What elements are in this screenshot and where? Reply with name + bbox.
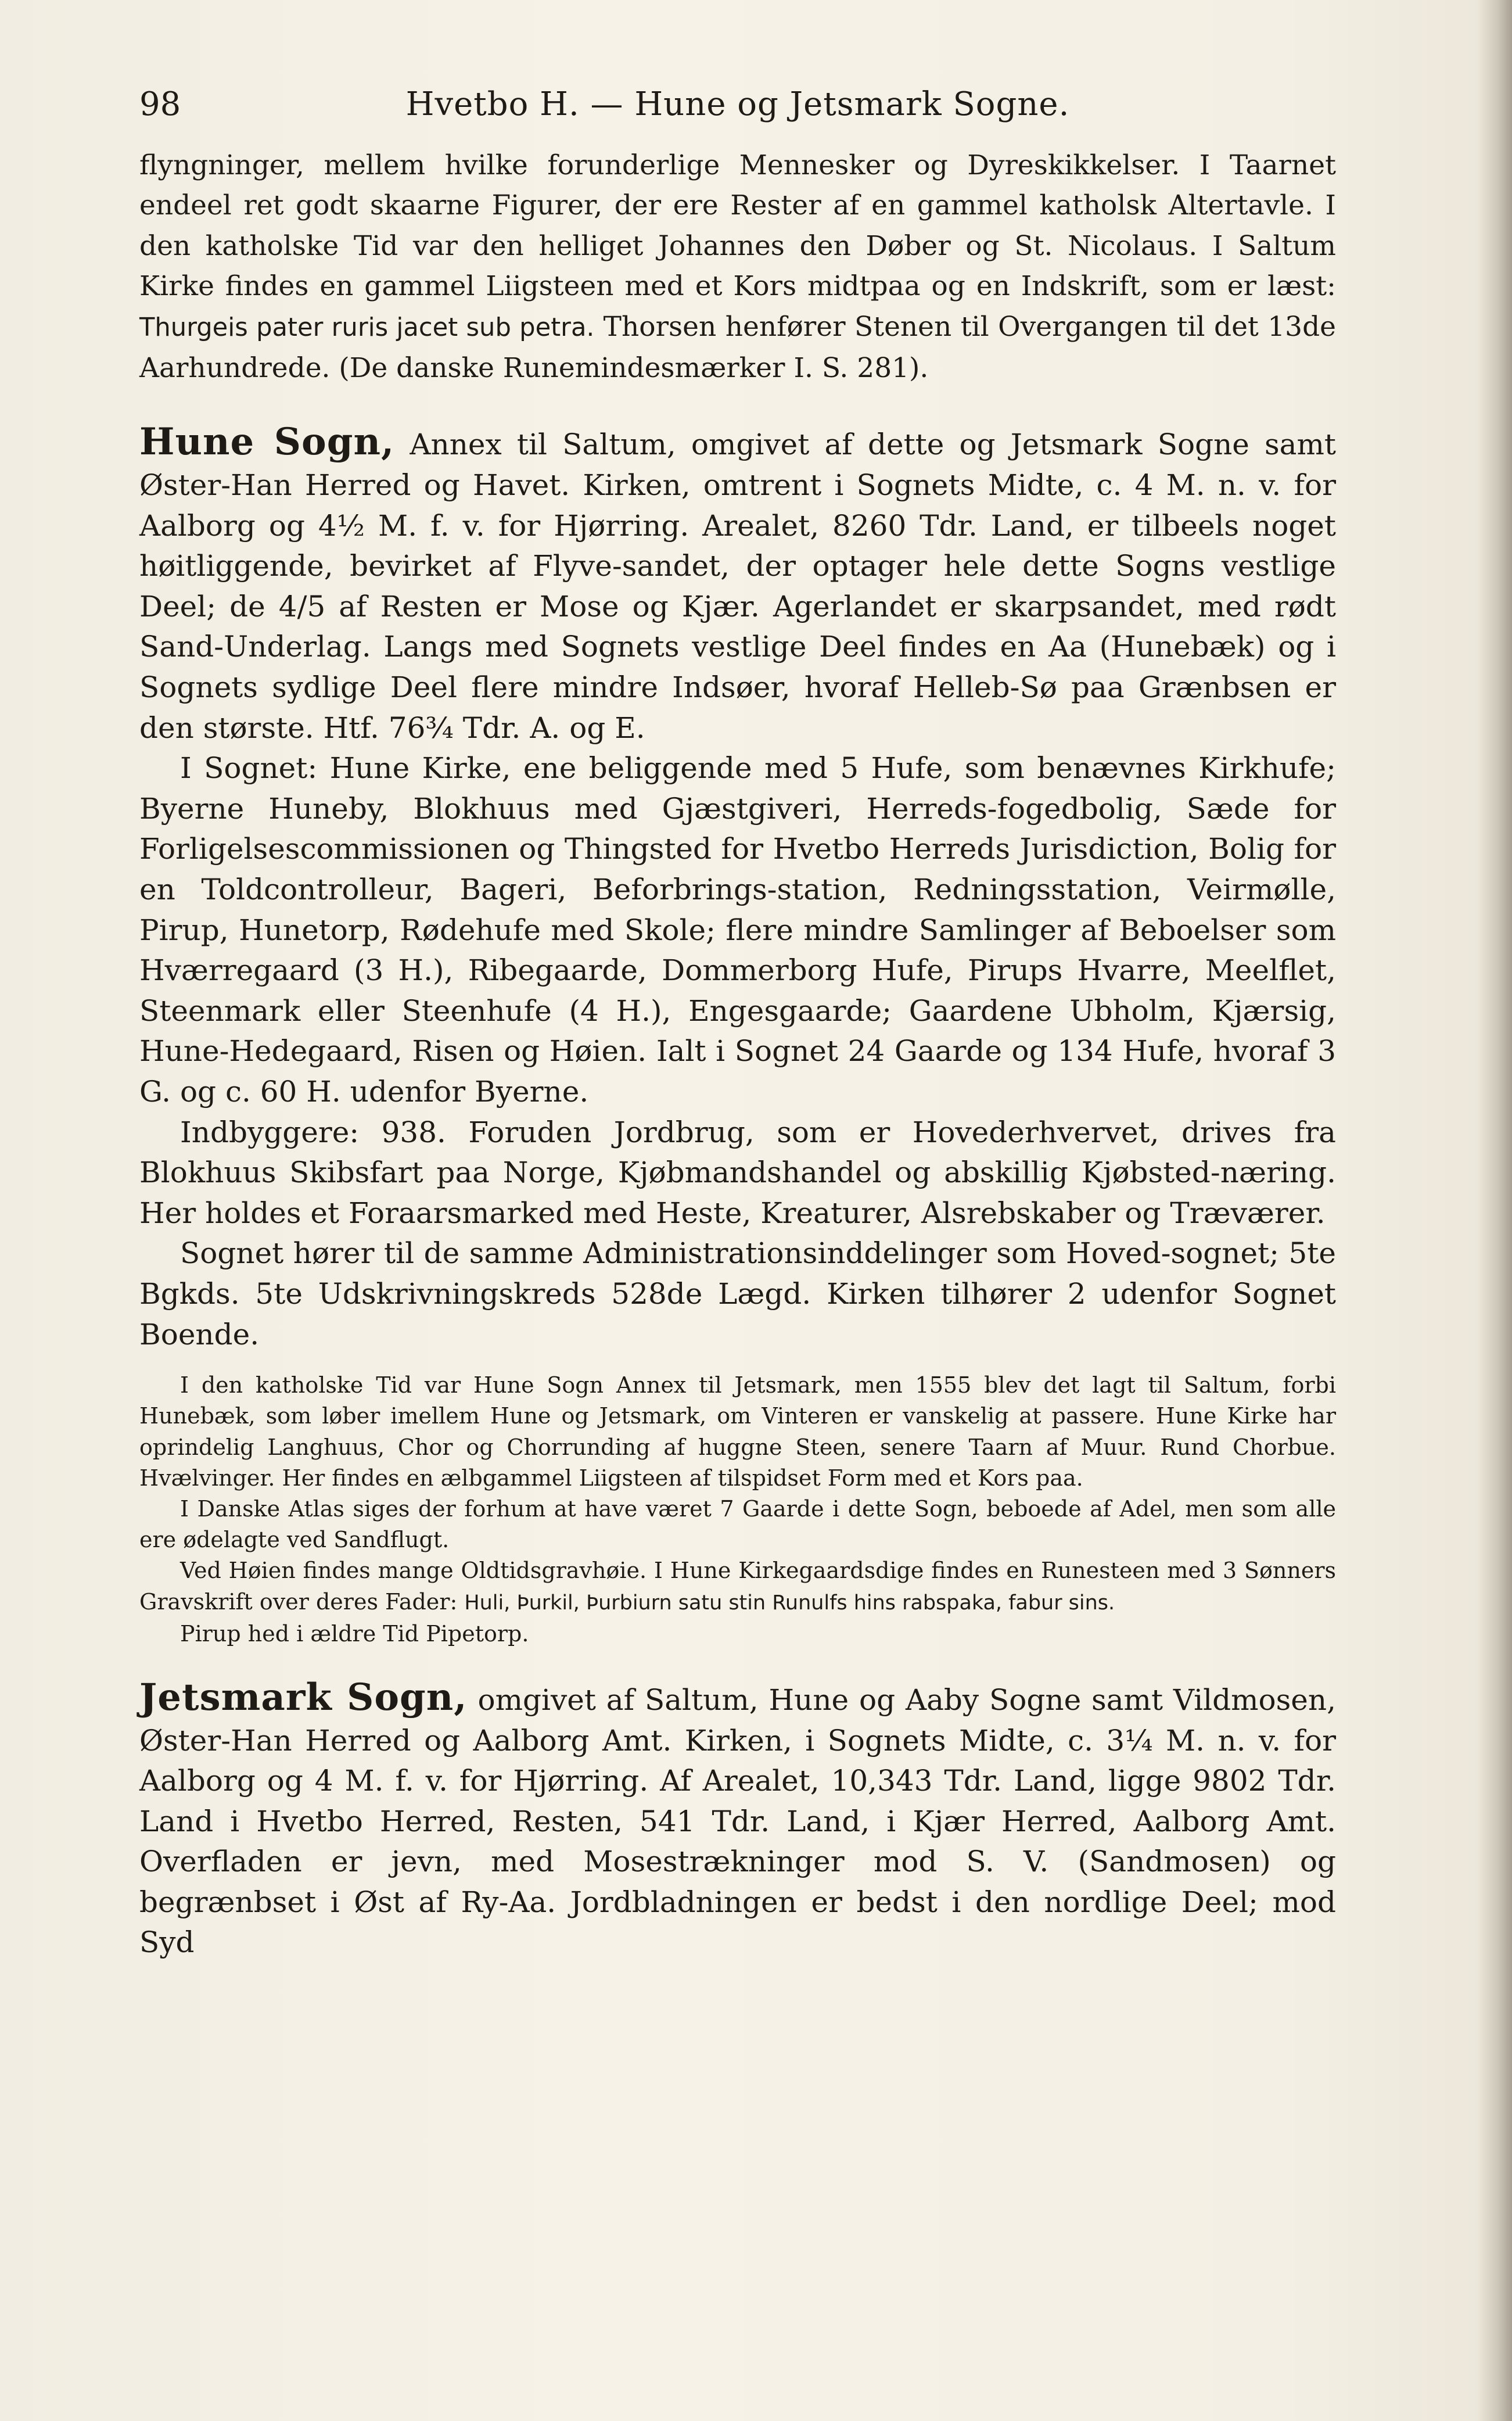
jetsmark-description: omgivet af Saltum, Hune og Aaby Sogne samt Vildmosen, Øster-Han Herred og Aalborg Amt. Kirken, i Sognets Midte, c. 3¼ M. n. v. for Aalborg og 4 M. f. v. for Hjørring. Af Arealet, 10,343 Tdr. Land, ligge 9802 Tdr. Land i Hvetbo Herred, Resten, 541 Tdr. Land, i Kjær Herred, Aalborg Amt. Overfladen er jevn, med Mosestrækninger mod S. V. (Sandmosen) og begrænbset i Øst af Ry-Aa. Jordbladningen er bedst i den nordlige Deel; mod Syd	[139, 1683, 1336, 1960]
hune-settlements-paragraph: I Sognet: Hune Kirke, ene beliggende med 5 Hufe, som benævnes Kirkhufe; Byerne Huneby, Blokhuus med Gjæstgiveri, Herreds-fogedbolig, Sæde for Forligelsescommissionen og Thingsted for Hvetbo Herreds Jurisdiction, Bolig for en Toldcontrolleur, Bageri, Beforbrings-station, Redningsstation, Veirmølle, Pirup, Hunetorp, Rødehufe med Skole; flere mindre Samlinger af Beboelser som Hværregaard (3 H.), Ribegaarde, Dommerborg Hufe, Pirups Hvarre, Meelflet, Steenmark eller Steenhufe (4 H.), Engesgaarde; Gaardene Ubholm, Kjærsig, Hune-Hedegaard, Risen og Høien. Ialt i Sognet 24 Gaarde og 134 Hufe, hvoraf 3 G. og c. 60 H. udenfor Byerne.	[139, 751, 1336, 1109]
hune-population-paragraph: Indbyggere: 938. Foruden Jordbrug, som er Hovederhvervet, drives fra Blokhuus Skibsfart paa Norge, Kjøbmandshandel og abskillig Kjøbsted-næring. Her holdes et Foraarsmarked med Heste, Kreaturer, Alsrebskaber og Træværer.	[139, 1115, 1336, 1230]
hune-administration-paragraph: Sognet hører til de samme Administrationsinddelinger som Hoved-sognet; 5te Bgkds. 5te Udskrivningskreds 528de Lægd. Kirken tilhører 2 udenfor Sognet Boende.	[139, 1236, 1336, 1351]
hune-description: Annex til Saltum, omgivet af dette og Jetsmark Sogne samt Øster-Han Herred og Havet. Kirken, omtrent i Sognets Midte, c. 4 M. n. v. for Aalborg og 4½ M. f. v. for Hjørring. Arealet, 8260 Tdr. Land, er tilbeels noget høitliggende, bevirket af Flyve-sandet, der optager hele dette Sogns vestlige Deel; de 4/5 af Resten er Mose og Kjær. Agerlandet er skarpsandet, med rødt Sand-Underlag. Langs med Sognets vestlige Deel findes en Aa (Hunebæk) og i Sognets sydlige Deel flere mindre Indsøer, hvoraf Helleb-Sø paa Grænbsen er den største. Htf. 76¾ Tdr. A. og E.	[139, 428, 1336, 745]
page-body	[139, 145, 1336, 1963]
hune-note-atlas: I Danske Atlas siges der forhum at have været 7 Gaarde i dette Sogn, beboede af Adel, men som alle ere ødelagte ved Sandflugt.	[139, 1495, 1336, 1553]
intro-paragraph	[139, 145, 1336, 388]
hune-note-runestone-text: Ved Høien findes mange Oldtidsgravhøie. I Hune Kirkegaardsdige findes en Runesteen med 3 Sønners Gravskrift over deres Fader:	[139, 1558, 1336, 1615]
intro-text: flyngninger, mellem hvilke forunderlige Mennesker og Dyreskikkelser. I Taarnet endeel ret godt skaarne Figurer, der ere Rester af en gammel katholsk Altertavle. I den katholske Tid var den helliget Johannes den Døber og St. Nicolaus. I Saltum Kirke findes en gammel Liigsteen med et Kors midtpaa og en Indskrift, som er læst:	[139, 149, 1336, 303]
latin-inscription: Thurgeis pater ruris jacet sub petra.	[139, 313, 595, 342]
page-number: 98	[139, 85, 181, 123]
hune-entry-paragraph	[139, 422, 1336, 748]
spacer	[139, 388, 1336, 422]
hune-note-pirup: Pirup hed i ældre Tid Pipetorp.	[180, 1620, 529, 1647]
jetsmark-heading: Jetsmark Sogn,	[139, 1675, 468, 1719]
intro-text-after: Thorsen henfører Stenen til Overgangen til det 13de Aarhundrede. (De danske Runemindesmærker I. S. 281).	[139, 310, 1336, 385]
runic-inscription: Huli, Þurkil, Þurbiurn satu stin Runulfs hins rabspaka, fabur sins.	[464, 1591, 1115, 1615]
hune-note-runestone	[139, 1555, 1336, 1618]
hune-note-history: I den katholske Tid var Hune Sogn Annex til Jetsmark, men 1555 blev det lagt til Saltum, forbi Hunebæk, som løber imellem Hune og Jetsmark, om Vinteren er vanskelig at passere. Hune Kirke har oprindelig Langhuus, Chor og Chorrunding af huggne Steen, senere Taarn af Muur. Rund Chorbue. Hvælvinger. Her findes en ælbgammel Liigsteen af tilspidset Form med et Kors paa.	[139, 1372, 1336, 1491]
jetsmark-entry-paragraph	[139, 1677, 1336, 1963]
running-title: Hvetbo H. — Hune og Jetsmark Sogne.	[405, 85, 1070, 123]
spacer	[139, 1355, 1336, 1370]
spacer	[139, 1649, 1336, 1677]
page-header	[139, 78, 1336, 131]
hune-heading: Hune Sogn,	[139, 420, 395, 464]
page-edge-shadow	[1477, 0, 1512, 2421]
